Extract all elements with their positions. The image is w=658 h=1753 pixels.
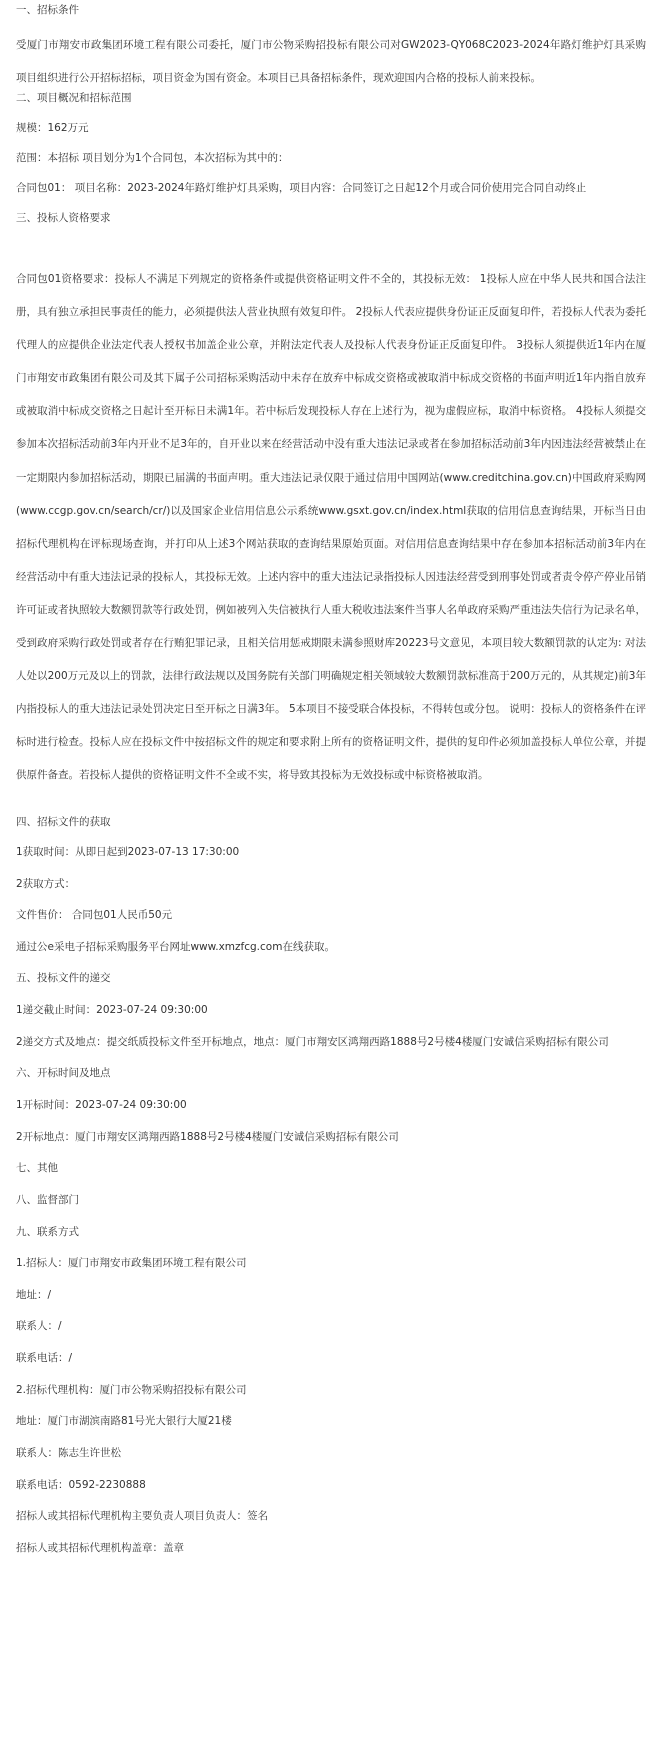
qualification-requirements-text: 合同包01资格要求：投标人不满足下列规定的资格条件或提供资格证明文件不全的，其投标无效： 1投标人应在中华人民共和国合法注册，具有独立承担民事责任的能力，必须提供法人营业执照有效复印件。 2投标人代表应提供身份证正反面复印件，若投标人代表为委托代理人的应提供企业法定代表人授权书加盖企业公章，并附法定代表人及投标人代表身份证正反面复印件。 3投标人须提供近1年内在厦门市翔安市政集团有限公司及其下属子公司招标采购活动中未存在放弃中标成交资格或被取消中标成交资格的书面声明近1年内指自放弃或被取消中标成交资格之日起计至开标日未满1年。若中标后发现投标人存在上述行为，视为虚假应标，取消中标资格。 4投标人须提交参加本次招标活动前3年内开业不足3年的，自开业以来在经营活动中没有重大违法记录或者在参加招标活动前3年内因违法经营被禁止在一定期限内参加招标活动，期限已届满的书面声明。重大违法记录仅限于通过信用中国网站(www.creditchina.gov.cn)中国政府采购网(www.ccgp.gov.cn/search/cr/)以及国家企业信用信息公示系统www.gsxt.gov.cn/index.html获取的信用信息查询结果，开标当日由招标代理机构在评标现场查询，并打印从上述3个网站获取的查询结果原始页面。对信用信息查询结果中存在参加本招标活动前3年内在经营活动中有重大违法记录的投标人，其投标无效。上述内容中的重大违法记录指投标人因违法经营受到刑事处罚或者责令停产停业吊销许可证或者执照较大数额罚款等行政处罚，例如被列入失信被执行人重大税收违法案件当事人名单政府采购严重违法失信行为记录名单，受到政府采购行政处罚或者存在行贿犯罪记录，且相关信用惩戒期限未满参照财库20223号文意见，本项目较大数额罚款的认定为: 对法人处以200万元及以上的罚款，法律行政法规以及国务院有关部门明确规定相关领域较大数额罚款标准高于200万元的，从其规定)前3年内指投标人的重大违法记录处罚决定日至开标之日满3年。 5本项目不接受联合体投标，不得转包或分包。 说明：投标人的资格条件在评标时进行检查。投标人应在投标文件中按招标文件的规定和要求附上所有的资格证明文件，提供的复印件必须加盖投标人单位公章，并提供原件备查。若投标人提供的资格证明文件不全或不实，将导致其投标为无效投标或中标资格被取消。: [16, 273, 646, 782]
heading-contact: 九、联系方式: [16, 1226, 79, 1238]
obtain-via-platform: 通过公e采电子招标采购服务平台网址www.xmzfcg.com在线获取。: [16, 941, 335, 953]
tenderer-address: 地址：/: [16, 1289, 52, 1301]
document-price: 文件售价： 合同包01人民币50元: [16, 909, 173, 921]
heading-supervision: 八、监督部门: [16, 1194, 79, 1206]
bid-conditions-text: 受厦门市翔安市政集团环境工程有限公司委托，厦门市公物采购招投标有限公司对GW2023-QY068C2023-2024年路灯维护灯具采购项目组织进行公开招标招标，项目资金为国有资金。本项目已具备招标条件，现欢迎国内合格的投标人前来投标。: [16, 39, 646, 84]
heading-bid-conditions: 一、招标条件: [16, 4, 79, 16]
heading-other: 七、其他: [16, 1162, 58, 1174]
heading-bidder-qualifications: 三、投标人资格要求: [16, 212, 111, 224]
project-scale: 规模：162万元: [16, 122, 89, 134]
agency-address: 地址：厦门市湖滨南路81号光大银行大厦21楼: [16, 1415, 232, 1427]
submission-place: 2递交方式及地点：提交纸质投标文件至开标地点，地点：厦门市翔安区鸿翔西路1888号2号楼4楼厦门安诚信采购招标有限公司: [16, 1036, 609, 1048]
heading-opening: 六、开标时间及地点: [16, 1067, 111, 1079]
contract-package-01: 合同包01： 项目名称：2023-2024年路灯维护灯具采购，项目内容：合同签订之日起12个月或合同价使用完合同自动终止: [16, 182, 587, 194]
obtain-method: 2获取方式：: [16, 878, 76, 890]
tenderer-name: 1.招标人：厦门市翔安市政集团环境工程有限公司: [16, 1257, 247, 1269]
agency-name: 2.招标代理机构：厦门市公物采购招投标有限公司: [16, 1384, 247, 1396]
opening-time: 1开标时间：2023-07-24 09:30:00: [16, 1099, 187, 1111]
project-scope: 范围：本招标 项目划分为1个合同包，本次招标为其中的：: [16, 152, 289, 164]
tenderer-contact: 联系人：/: [16, 1320, 62, 1332]
heading-project-overview: 二、项目概况和招标范围: [16, 92, 132, 104]
signature-line: 招标人或其招标代理机构主要负责人项目负责人：签名: [16, 1510, 268, 1522]
opening-place: 2开标地点：厦门市翔安区鸿翔西路1888号2号楼4楼厦门安诚信采购招标有限公司: [16, 1131, 399, 1143]
submission-deadline: 1递交截止时间：2023-07-24 09:30:00: [16, 1004, 208, 1016]
agency-contact: 联系人：陈志生许世松: [16, 1447, 121, 1459]
tenderer-phone: 联系电话：/: [16, 1352, 73, 1364]
obtain-time: 1获取时间：从即日起到2023-07-13 17:30:00: [16, 846, 240, 858]
heading-obtain-documents: 四、招标文件的获取: [16, 816, 111, 828]
heading-submission: 五、投标文件的递交: [16, 972, 111, 984]
seal-line: 招标人或其招标代理机构盖章：盖章: [16, 1542, 184, 1554]
agency-phone: 联系电话：0592-2230888: [16, 1479, 146, 1491]
